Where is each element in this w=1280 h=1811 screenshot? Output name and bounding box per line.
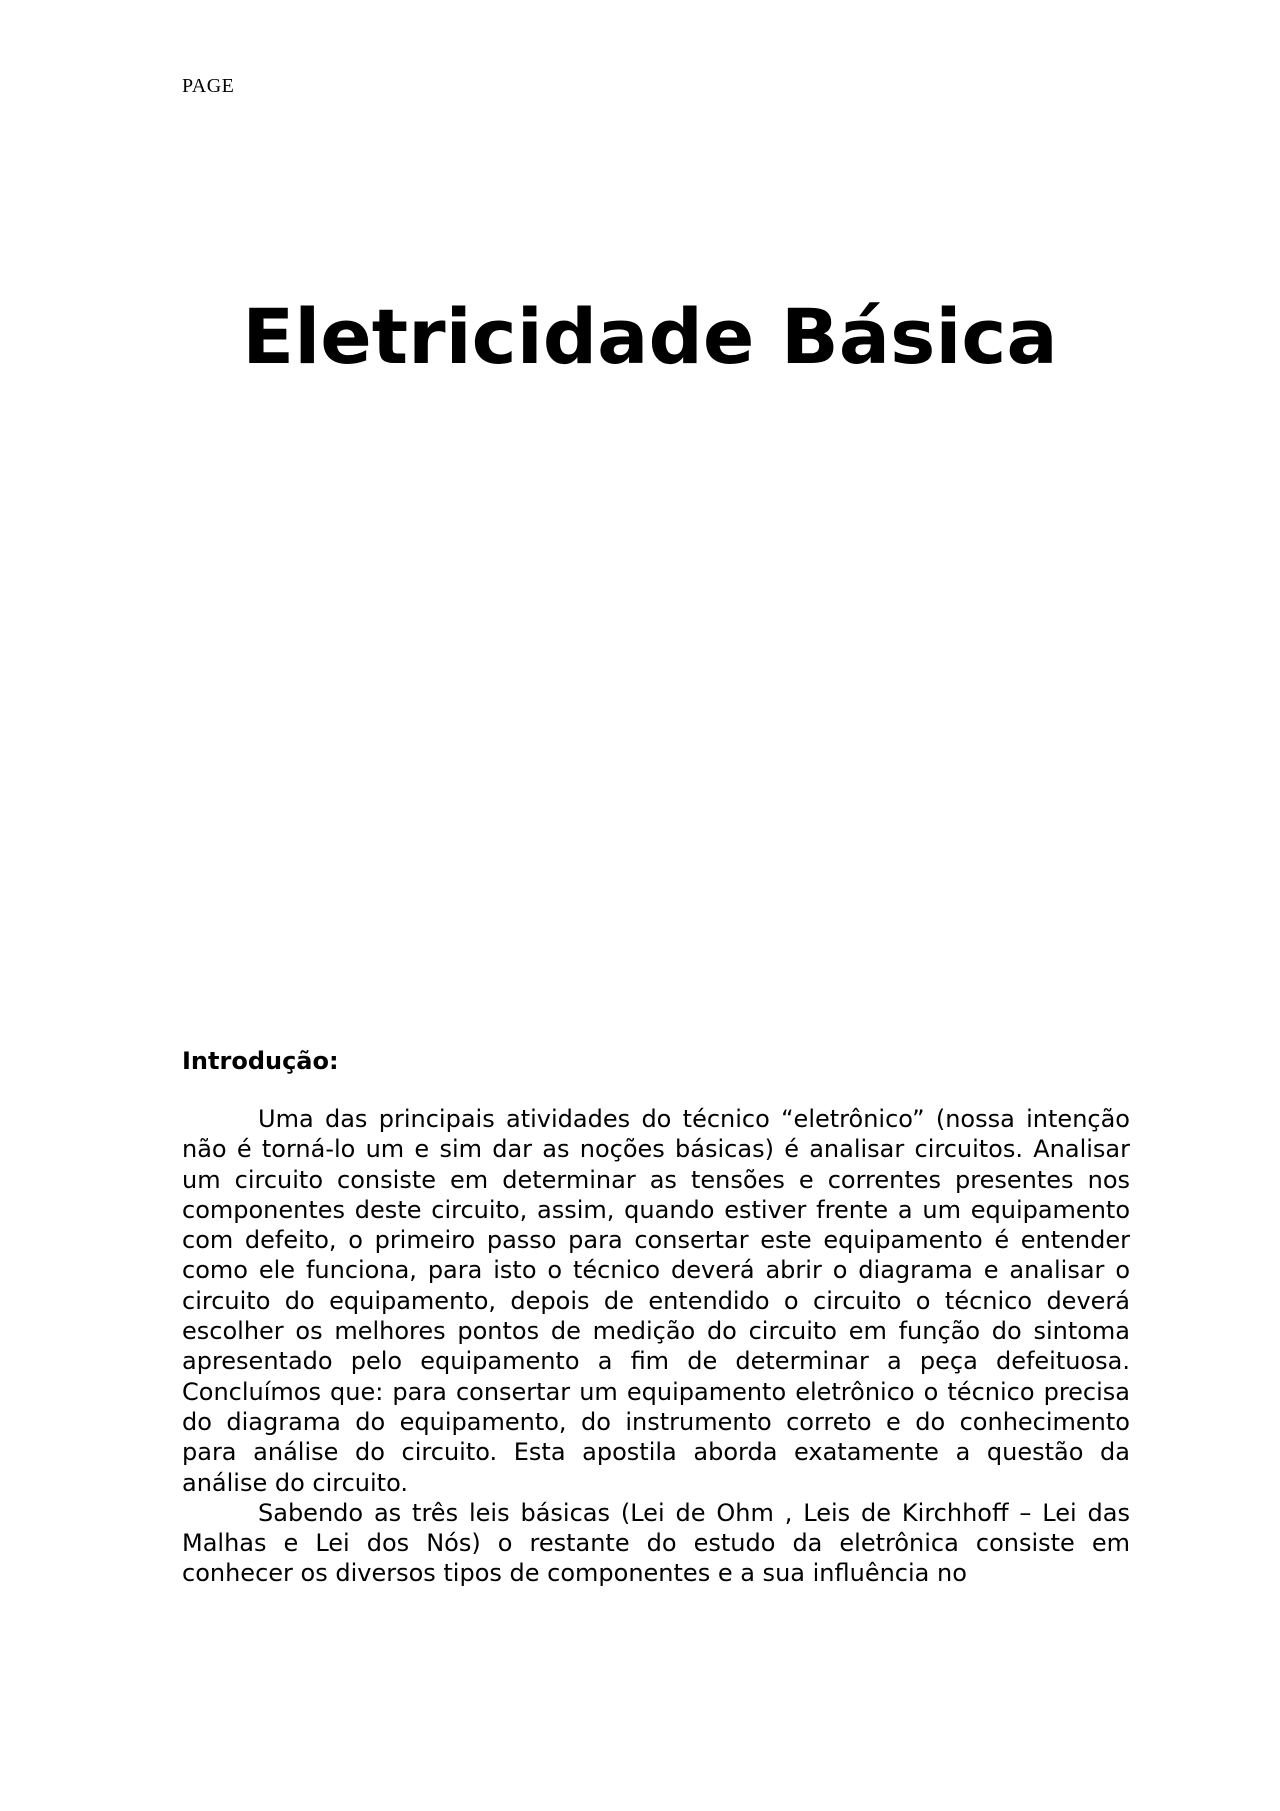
paragraph: Uma das principais atividades do técnico “eletrônico” (nossa intenção não é torná-lo um e sim dar as noções básicas) é analisar circuitos. Analisar um circuito consiste em determinar as tensões e correntes presentes nos componentes deste circuito, assim, quando estiver frente a um equipamento com defeito, o primeiro passo para consertar este equipamento é entender como ele funciona, para isto o técnico deverá abrir o diagrama e analisar o circuito do equipamento, depois de entendido o circuito o técnico deverá escolher os melhores pontos de medição do circuito em função do sintoma apresentado pelo equipamento a fim de determinar a peça defeituosa. Concluímos que: para consertar um equipamento eletrônico o técnico precisa do diagrama do equipamento, do instrumento correto e do conhecimento para análise do circuito. Esta apostila aborda exatamente a questão da análise do circuito. xyxy=(182,1105,1130,1497)
paragraph: Sabendo as três leis básicas (Lei de Ohm , Leis de Kirchhoff – Lei das Malhas e Lei dos Nós) o restante do estudo da eletrônica consiste em conhecer os diversos tipos de componentes e a sua influência no xyxy=(182,1498,1130,1588)
page-header-label: PAGE xyxy=(182,75,235,97)
document-title: Eletricidade Básica xyxy=(242,292,1058,381)
introduction-body xyxy=(182,1104,1130,1589)
section-heading-introduction: Introdução: xyxy=(182,1047,339,1075)
